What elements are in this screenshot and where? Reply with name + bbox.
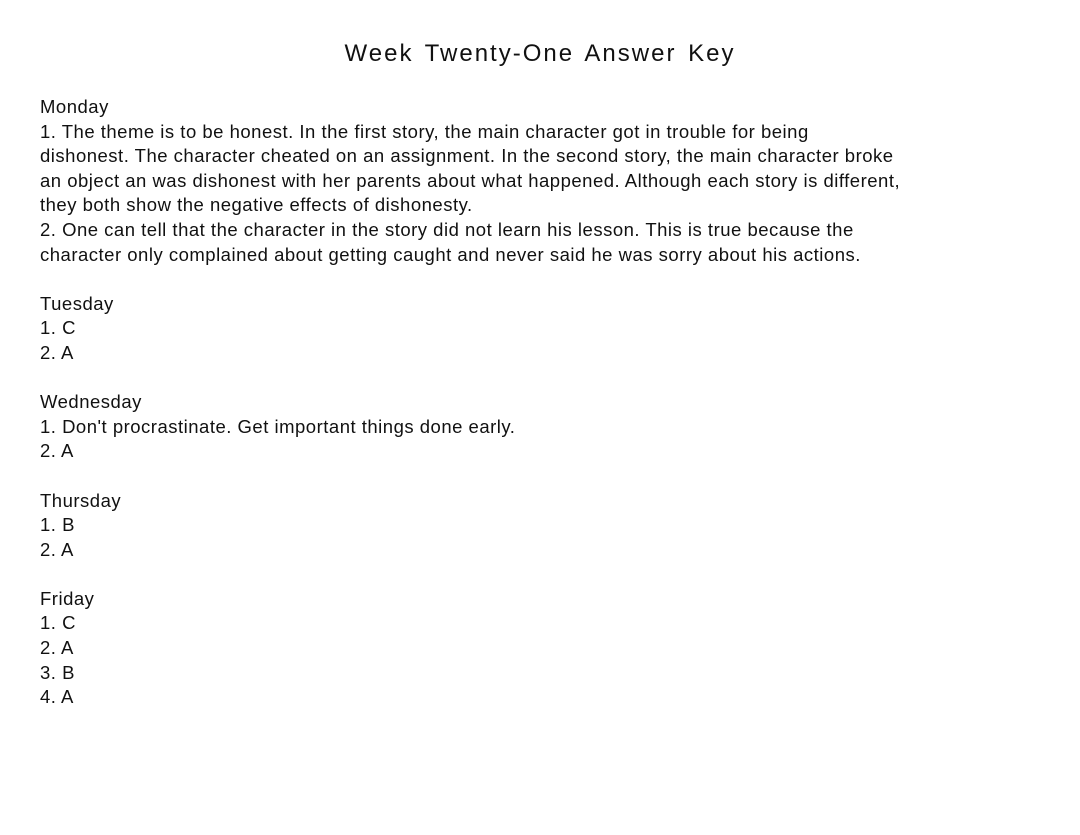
answer-line: 2. A [40,637,74,659]
answer-line: character only complained about getting caught and never said he was sorry about his actions. [40,243,861,265]
answer-line: dishonest. The character cheated on an assignment. In the second story, the main character broke [40,145,894,167]
section-wednesday [40,390,1050,464]
answer-line: 2. One can tell that the character in the story did not learn his lesson. This is true because the [40,218,854,240]
answer-line: 1. The theme is to be honest. In the first story, the main character got in trouble for being [40,120,809,142]
day-heading: Monday [40,96,109,117]
answer-line: 1. C [40,612,76,634]
day-heading: Tuesday [40,292,114,314]
answer-line: 1. C [40,317,76,339]
answer-line: 1. Don't procrastinate. Get important things done early. [40,415,516,437]
answer-line: 4. A [40,686,74,708]
section-thursday [40,489,1050,563]
answer-line: they both show the negative effects of dishonesty. [40,194,473,216]
page-title: Week Twenty-One Answer Key [344,40,736,67]
answer-line: 2. A [40,341,74,363]
answer-line: an object an was dishonest with her parents about what happened. Although each story is different, [40,169,901,191]
answer-line: 1. B [40,514,75,536]
section-monday [40,95,1050,267]
answer-line: 2. A [40,440,74,462]
section-tuesday [40,292,1050,366]
day-heading: Wednesday [40,391,142,413]
section-friday [40,587,1050,710]
day-heading: Thursday [40,489,122,511]
day-heading: Friday [40,587,95,609]
answer-line: 2. A [40,538,74,560]
answer-line: 3. B [40,661,75,683]
answer-key-content [40,95,1050,734]
